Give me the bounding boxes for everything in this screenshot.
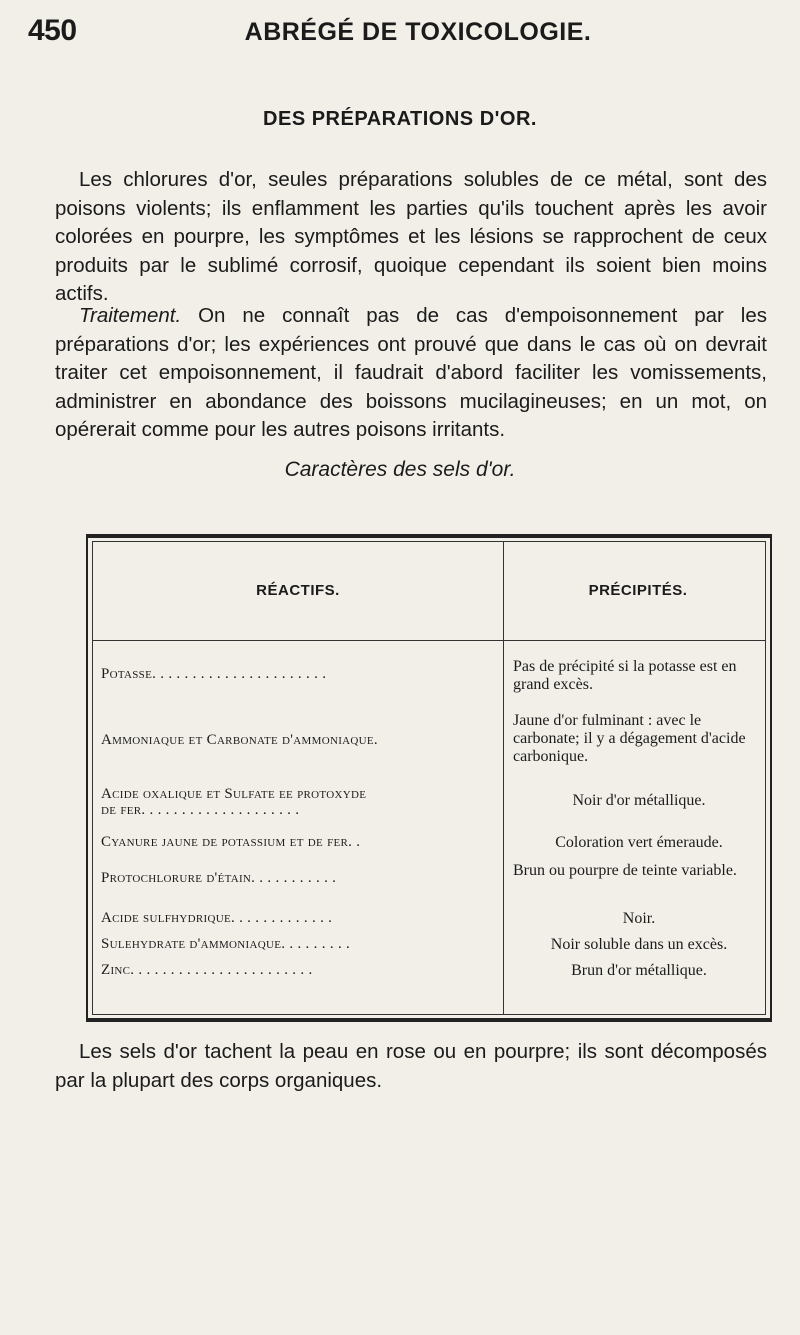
paragraph-stains-text: Les sels d'or tachent la peau en rose ou en pourpre; ils sont décomposés par la plupart des corps organiques. [55,1040,767,1092]
header-reagents: RÉACTIFS. [256,582,340,599]
paragraph-treatment-text: On ne connaît pas de cas d'empoisonnement par les préparations d'or; les expériences ont prouvé que dans le cas où on devrait traiter cet empoisonnement, il faudrait d'abord faciliter les vomissements, administrer en abondance des boissons mucilagineuses; en un mot, on opérerait comme pour les autres poisons irritants. [55,304,767,441]
table-inner-frame [92,541,766,1015]
running-head [28,14,768,54]
reagent-cell: Zinc. . . . . . . . . . . . . . . . . . . . . . . [101,962,313,978]
reagent-cell: Protochlorure d'étain. . . . . . . . . . . [101,870,337,886]
paragraph-chlorides [55,166,767,309]
result-cell: Brun ou pourpre de teinte variable. [513,862,737,879]
header-precipitates: PRÉCIPITÉS. [588,582,688,599]
reagent-cell: Cyanure jaune de potassium et de fer. . [101,834,361,850]
reagent-line: de fer. . . . . . . . . . . . . . . . . . . . [101,802,300,818]
table-caption: Caractères des sels d'or. [284,458,516,481]
running-title: ABRÉGÉ DE TOXICOLOGIE. [244,18,592,46]
header-rule [93,640,765,641]
result-cell: Brun d'or métallique. [571,962,707,979]
paragraph-stains [55,1038,767,1095]
paragraph-chlorides-text: Les chlorures d'or, seules préparations solubles de ce métal, sont des poisons violents; ils enflamment les parties qu'ils touchent après les avoir colorées en pourpre, les symptômes et les lésions se rapprochent de ceux produits par le sublimé corrosif, quoique cependant ils soient bien moins actifs. [55,168,767,305]
result-cell: Jaune d'or fulminant : avec le carbonate; il y a dégagement d'acide carbonique. [513,712,746,765]
reagent-cell: Sulehydrate d'ammoniaque. . . . . . . . . [101,936,351,952]
result-cell: Pas de précipité si la potasse est en grand excès. [513,658,737,693]
reagents-table [86,534,772,1022]
reagent-cell: Acide sulfhydrique. . . . . . . . . . . . . [101,910,333,926]
result-cell: Noir d'or métallique. [572,792,706,809]
reagent-line: Acide oxalique et Sulfate ee protoxyde [101,786,367,802]
result-cell: Noir. [622,910,656,927]
page-number: 450 [28,14,77,47]
section-heading: DES PRÉPARATIONS D'OR. [263,108,537,130]
treatment-label: Traitement. [79,304,182,327]
column-divider [503,542,504,1014]
paragraph-treatment [55,302,767,445]
reagent-cell [101,786,493,818]
reagent-cell: Ammoniaque et Carbonate d'ammoniaque. [101,732,378,748]
result-cell: Noir soluble dans un excès. [550,936,728,953]
result-cell: Coloration vert émeraude. [555,834,723,851]
reagent-cell: Potasse. . . . . . . . . . . . . . . . . . . . . . [101,666,327,682]
